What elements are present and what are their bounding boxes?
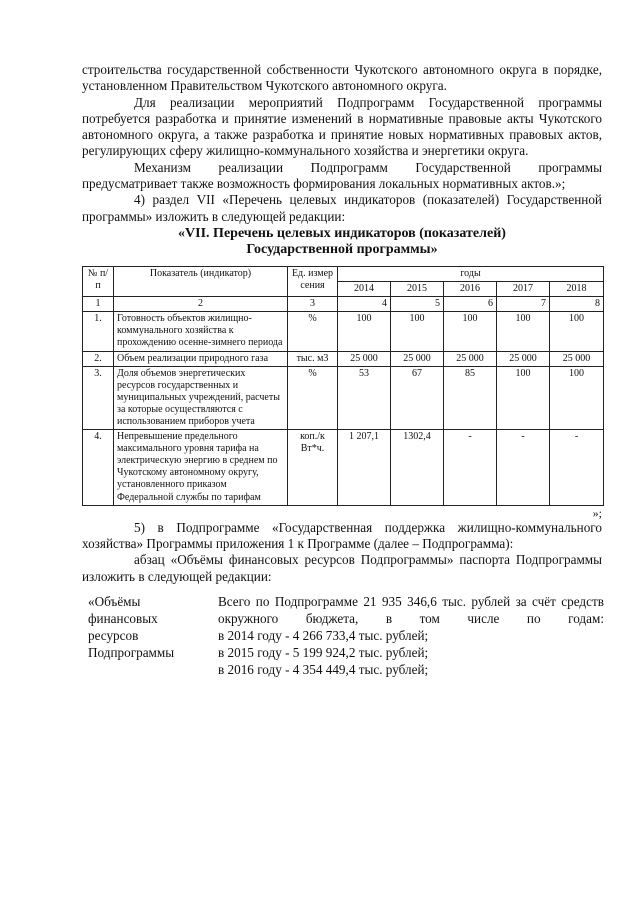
passport-label-line: «Объёмы — [88, 593, 141, 609]
row-value: 25 000 — [338, 351, 391, 366]
column-number: 3 — [288, 297, 338, 312]
row-value: 25 000 — [391, 351, 444, 366]
row-value: 85 — [444, 366, 497, 429]
section-heading — [82, 226, 602, 259]
row-unit: % — [288, 312, 338, 351]
row-value: 53 — [338, 366, 391, 429]
row-value: 100 — [497, 312, 550, 351]
paragraph-subprogram: 5) в Подпрограмме «Государственная поддержка жилищно-коммунального хозяйства» Программы приложения 1 к Программе (далее – Подпрограмма): — [82, 519, 602, 551]
column-number: 1 — [83, 297, 114, 312]
row-unit: % — [288, 366, 338, 429]
section-heading-line1: «VII. Перечень целевых индикаторов (показателей) — [178, 225, 506, 241]
passport-label-line: ресурсов — [88, 627, 139, 643]
column-number: 7 — [497, 297, 550, 312]
column-number: 5 — [391, 297, 444, 312]
passport-year: в 2016 году - 4 354 449,4 тыс. рублей; — [218, 661, 429, 677]
row-value: 100 — [550, 366, 604, 429]
row-value: - — [444, 430, 497, 506]
document-page — [82, 62, 602, 701]
row-indicator: Доля объемов энергетических ресурсов государственных и муниципальных учреждений, расчеты за которые осуществляются с использованием приборов учета — [114, 366, 288, 429]
row-unit: коп./к Вт*ч. — [288, 430, 338, 506]
passport-content — [218, 593, 604, 678]
passport-total: Всего по Подпрограмме 21 935 346,6 тыс. рублей за счёт средств окружного бюджета, в том числе по годам: — [218, 593, 604, 626]
passport-year: в 2015 году - 5 199 924,2 тыс. рублей; — [218, 644, 429, 660]
row-value: 25 000 — [550, 351, 604, 366]
header-year: 2014 — [338, 282, 391, 297]
table-header-row — [83, 266, 604, 281]
header-years-label: годы — [338, 266, 604, 281]
header-year: 2017 — [497, 282, 550, 297]
passport-year: в 2014 году - 4 266 733,4 тыс. рублей; — [218, 627, 429, 643]
passport-label — [88, 593, 208, 661]
column-number: 4 — [338, 297, 391, 312]
header-unit: Ед. измер сения — [288, 266, 338, 296]
table-row — [83, 312, 604, 351]
table-row — [83, 430, 604, 506]
row-value: 100 — [391, 312, 444, 351]
header-year: 2016 — [444, 282, 497, 297]
paragraph-regulatory-acts: Для реализации мероприятий Подпрограмм Государственной программы потребуется разработка и принятие изменений в нормативные правовые акты Чукотского автономного округа, а также разработка и принятие новых нормативных правовых актов, регулирующих сферу жилищно-коммунального хозяйства и энергетики округа. — [82, 94, 602, 159]
row-num: 2. — [83, 351, 114, 366]
row-value: - — [550, 430, 604, 506]
column-number: 2 — [114, 297, 288, 312]
section-heading-line2: Государственной программы» — [246, 242, 438, 258]
row-indicator: Непревышение предельного максимального уровня тарифа на электрическую энергию в среднем по Чукотскому автономному округу, установленного приказом Федеральной службы по тарифам — [114, 430, 288, 506]
row-value: - — [497, 430, 550, 506]
row-value: 25 000 — [444, 351, 497, 366]
paragraph-section-vii: 4) раздел VII «Перечень целевых индикаторов (показателей) Государственной программы» изложить в следующей редакции: — [82, 192, 602, 224]
row-indicator: Готовность объектов жилищно-коммунального хозяйства к прохождению осенне-зимнего периода — [114, 312, 288, 351]
table-numbering-row — [83, 297, 604, 312]
column-number: 6 — [444, 297, 497, 312]
passport-label-line: финансовых — [88, 610, 158, 626]
header-num: № п/п — [83, 266, 114, 296]
row-num: 3. — [83, 366, 114, 429]
row-value: 100 — [497, 366, 550, 429]
paragraph-passport-abzac: абзац «Объёмы финансовых ресурсов Подпрограммы» паспорта Подпрограммы изложить в следующей редакции: — [82, 552, 602, 584]
paragraph-construction: строительства государственной собственности Чукотского автономного округа в порядке, установленном Правительством Чукотского автономного округа. — [82, 62, 602, 94]
indicators-table — [82, 266, 604, 506]
row-value: 25 000 — [497, 351, 550, 366]
row-num: 1. — [83, 312, 114, 351]
header-year: 2015 — [391, 282, 444, 297]
table-row — [83, 366, 604, 429]
row-value: 1302,4 — [391, 430, 444, 506]
row-value: 67 — [391, 366, 444, 429]
closing-quote: »; — [592, 505, 602, 520]
table-row — [83, 351, 604, 366]
row-value: 100 — [444, 312, 497, 351]
row-indicator: Объем реализации природного газа — [114, 351, 288, 366]
row-value: 100 — [338, 312, 391, 351]
row-value: 100 — [550, 312, 604, 351]
row-unit: тыс. м3 — [288, 351, 338, 366]
column-number: 8 — [550, 297, 604, 312]
passport-block — [82, 593, 602, 701]
paragraph-mechanism: Механизм реализации Подпрограмм Государственной программы предусматривает также возможность формирования локальных нормативных актов.»; — [82, 159, 602, 192]
header-year: 2018 — [550, 282, 604, 297]
passport-label-line: Подпрограммы — [88, 644, 175, 660]
row-value: 1 207,1 — [338, 430, 391, 506]
row-num: 4. — [83, 430, 114, 506]
header-indicator: Показатель (индикатор) — [114, 266, 288, 296]
